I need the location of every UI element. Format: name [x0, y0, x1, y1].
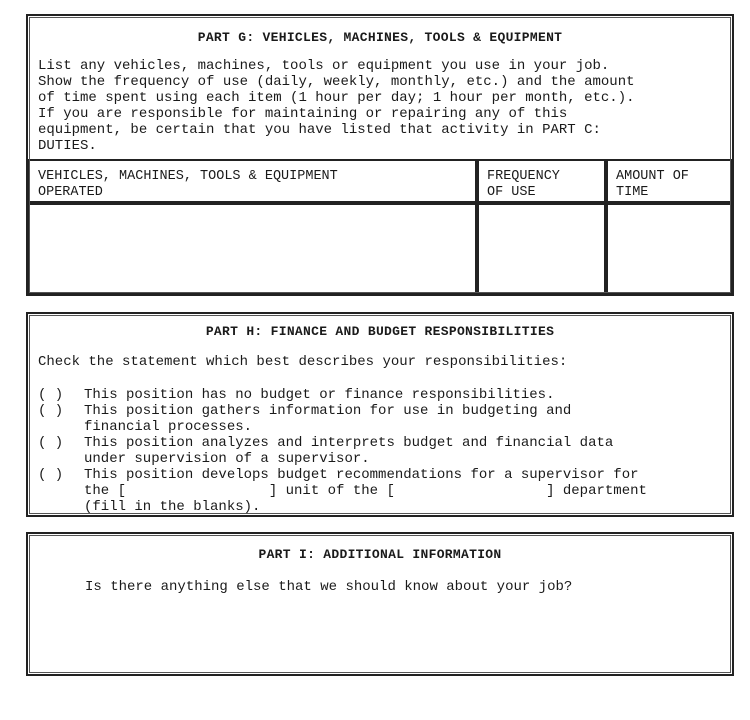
additional-info-answer-area[interactable]: [36, 604, 724, 666]
budget-option-2: [38, 403, 728, 435]
part-g-section: [26, 14, 734, 296]
part-h-instruction: Check the statement which best describes your responsibilities:: [38, 354, 568, 370]
option-line: under supervision of a supervisor.: [84, 451, 370, 467]
option-line: This position analyzes and interprets budget and financial data: [84, 435, 614, 451]
part-i-title: PART I: ADDITIONAL INFORMATION: [258, 547, 502, 562]
budget-option-1-checkbox[interactable]: ( ): [38, 387, 64, 403]
part-g-title: PART G: VEHICLES, MACHINES, TOOLS & EQUIPMENT: [197, 30, 563, 45]
budget-option-1: [38, 387, 728, 403]
instruction-line: equipment, be certain that you have listed that activity in PART C:: [38, 122, 601, 138]
instruction-line: DUTIES.: [38, 138, 97, 154]
column-header-frequency: [477, 159, 606, 203]
column-header-amount-of-time: [606, 159, 732, 203]
header-line: AMOUNT OF: [616, 169, 689, 184]
part-g-instructions: [38, 58, 724, 154]
header-line: TIME: [616, 185, 649, 200]
header-line: OPERATED: [38, 185, 103, 200]
option-line: financial processes.: [84, 419, 253, 435]
part-i-question: Is there anything else that we should know about your job?: [85, 579, 573, 595]
option-line: This position has no budget or finance responsibilities.: [84, 387, 555, 403]
part-i-section: [26, 532, 734, 676]
budget-option-3: [38, 435, 728, 467]
amount-of-time-entry-field[interactable]: [606, 203, 732, 294]
frequency-entry-field[interactable]: [477, 203, 606, 294]
header-line: FREQUENCY: [487, 169, 560, 184]
budget-option-2-checkbox[interactable]: ( ): [38, 403, 64, 419]
part-h-title: PART H: FINANCE AND BUDGET RESPONSIBILITIES: [205, 324, 555, 339]
equipment-entry-field[interactable]: [28, 203, 477, 294]
instruction-line: List any vehicles, machines, tools or equipment you use in your job.: [38, 58, 610, 74]
part-h-section: [26, 312, 734, 517]
instruction-line: of time spent using each item (1 hour per day; 1 hour per month, etc.).: [38, 90, 635, 106]
instruction-line: Show the frequency of use (daily, weekly, monthly, etc.) and the amount: [38, 74, 635, 90]
budget-option-4: [38, 467, 728, 515]
column-header-equipment: [28, 159, 477, 203]
header-line: VEHICLES, MACHINES, TOOLS & EQUIPMENT: [38, 169, 338, 184]
option-line: This position develops budget recommendations for a supervisor for: [84, 467, 639, 483]
budget-option-4-checkbox[interactable]: ( ): [38, 467, 64, 483]
option-line: (fill in the blanks).: [84, 499, 261, 515]
option-line: This position gathers information for use in budgeting and: [84, 403, 572, 419]
header-line: OF USE: [487, 185, 536, 200]
option-line-with-blanks[interactable]: the [ ] unit of the [ ] department: [84, 483, 647, 499]
budget-option-3-checkbox[interactable]: ( ): [38, 435, 64, 451]
instruction-line: If you are responsible for maintaining or repairing any of this: [38, 106, 568, 122]
